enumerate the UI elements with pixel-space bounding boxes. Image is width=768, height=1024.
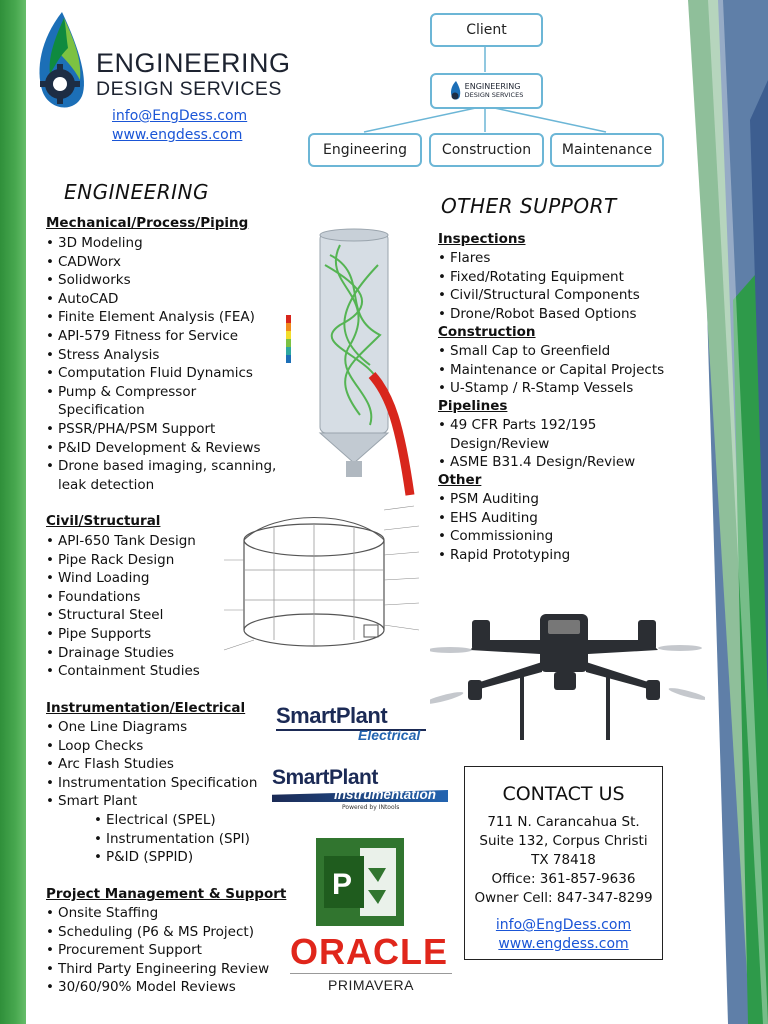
company-name-line2: DESIGN SERVICES [96,78,282,100]
list-item: • Commissioning [438,527,678,546]
org-construction-box [429,133,544,167]
list-item: • Solidworks [46,271,286,290]
list-item: • Fixed/Rotating Equipment [438,268,678,287]
inspections-title: Inspections [438,231,526,247]
inst-section-title: Instrumentation/Electrical [46,700,246,716]
contact-owner-phone: Owner Cell: 847-347-8299 [474,890,653,906]
list-item-continuation: Specification [58,402,145,419]
contact-title: CONTACT US [502,783,625,805]
pipelines-title: Pipelines [438,398,508,414]
list-item-continuation: leak detection [58,476,155,493]
org-engineering-label: Engineering [323,142,407,158]
org-construction-label: Construction [441,142,532,158]
construction-list [438,342,688,398]
org-maintenance-box [550,133,664,167]
pipelines-list [438,416,678,472]
list-sub-item: • Electrical (SPEL) [46,811,276,830]
list-item: • Drainage Studies [46,644,216,663]
list-item: • Maintenance or Capital Projects [438,361,688,380]
inst-list [46,718,276,867]
left-green-bar [0,0,26,1024]
contact-office-phone: Office: 361-857-9636 [491,871,636,887]
list-item: • One Line Diagrams [46,718,276,737]
list-item: • PSM Auditing [438,490,678,509]
list-item: • Drone based imaging, scanning, [46,457,286,476]
header-email-link[interactable]: info@EngDess.com [112,108,248,124]
list-item: • Instrumentation Specification [46,774,276,793]
org-center-line2: DESIGN SERVICES [464,91,524,99]
list-item: • Small Cap to Greenfield [438,342,688,361]
list-item: • Pipe Rack Design [46,551,216,570]
list-item: • Loop Checks [46,737,276,756]
smartplant-electrical-label: Electrical [358,727,421,743]
inspections-list [438,249,678,323]
pm-list [46,904,286,997]
oracle-primavera-logo [290,931,452,993]
smartplant-wordmark: SmartPlant [276,703,388,728]
list-item: • Pipe Supports [46,625,216,644]
smartplant-instrumentation-label: Instrumentation [334,787,437,802]
cfd-vessel-image [280,225,430,500]
smartplant-electrical-logo [276,703,436,747]
header-website-link[interactable]: www.engdess.com [112,127,243,143]
list-item-continuation: Design/Review [450,435,550,452]
contact-box [464,766,663,960]
list-item: • Civil/Structural Components [438,286,678,305]
list-item: • Rapid Prototyping [438,546,678,565]
list-item: • Flares [438,249,678,268]
company-logo [34,10,90,120]
list-sub-item: • Instrumentation (SPI) [46,830,276,849]
org-engineering-box [308,133,422,167]
engineering-heading: ENGINEERING [64,180,209,204]
org-client-box [430,13,543,47]
list-item: • Procurement Support [46,941,286,960]
other-list [438,490,678,564]
mech-section-title: Mechanical/Process/Piping [46,215,249,231]
contact-website-link[interactable]: www.engdess.com [498,936,629,952]
smartplant-instrumentation-logo [272,766,452,816]
list-item: • EHS Auditing [438,509,678,528]
list-item: • 3D Modeling [46,234,286,253]
other-title: Other [438,472,482,488]
list-item: • Scheduling (P6 & MS Project) [46,923,286,942]
civil-section-title: Civil/Structural [46,513,161,529]
mech-list [46,234,286,494]
list-item: • Arc Flash Studies [46,755,276,774]
primavera-wordmark: PRIMAVERA [328,977,414,993]
list-item: • Onsite Staffing [46,904,286,923]
contact-address-line2: Suite 132, Corpus Christi [479,833,648,849]
list-item: • Foundations [46,588,216,607]
company-name-line1: ENGINEERING [96,48,291,78]
list-item: • ASME B31.4 Design/Review [438,453,678,472]
other-support-heading: OTHER SUPPORT [441,194,617,218]
org-center-logo-icon [450,81,462,101]
contact-email-link[interactable]: info@EngDess.com [495,917,632,933]
list-item: • API-579 Fitness for Service [46,327,286,346]
list-item: • Structural Steel [46,606,216,625]
org-center-box [430,73,543,109]
pm-section-title: Project Management & Support [46,886,287,902]
oracle-wordmark: ORACLE [290,931,448,972]
list-item: • Pump & Compressor [46,383,286,402]
ms-project-icon [316,838,404,926]
right-decoration [688,0,768,1024]
drone-image [430,610,705,750]
org-maintenance-label: Maintenance [561,142,653,158]
list-item: • CADWorx [46,253,286,272]
list-item: • Finite Element Analysis (FEA) [46,308,286,327]
powered-by-label: Powered by INtools [342,804,400,811]
tank-diagram [214,500,436,670]
list-item: • U-Stamp / R-Stamp Vessels [438,379,688,398]
list-item: • Wind Loading [46,569,216,588]
list-item: • Containment Studies [46,662,216,681]
list-item: • API-650 Tank Design [46,532,216,551]
list-item: • Drone/Robot Based Options [438,305,678,324]
color-scale-legend [286,315,291,363]
svg-text:P: P [332,868,353,901]
smartplant-wordmark-2: SmartPlant [272,766,378,789]
list-item: • PSSR/PHA/PSM Support [46,420,286,439]
list-item: • 49 CFR Parts 192/195 [438,416,678,435]
org-center-line1: ENGINEERING [464,82,521,91]
org-client-label: Client [466,22,507,38]
list-item: • Third Party Engineering Review [46,960,286,979]
list-item: • Stress Analysis [46,346,286,365]
construction-title: Construction [438,324,536,340]
contact-address-line3: TX 78418 [531,852,596,868]
list-item: • P&ID Development & Reviews [46,439,286,458]
list-item: • 30/60/90% Model Reviews [46,978,286,997]
list-item: • AutoCAD [46,290,286,309]
civil-list [46,532,216,681]
list-sub-item: • P&ID (SPPID) [46,848,276,867]
list-item: • Computation Fluid Dynamics [46,364,286,383]
list-item: • Smart Plant [46,792,276,811]
contact-address-line1: 711 N. Carancahua St. [487,814,640,830]
